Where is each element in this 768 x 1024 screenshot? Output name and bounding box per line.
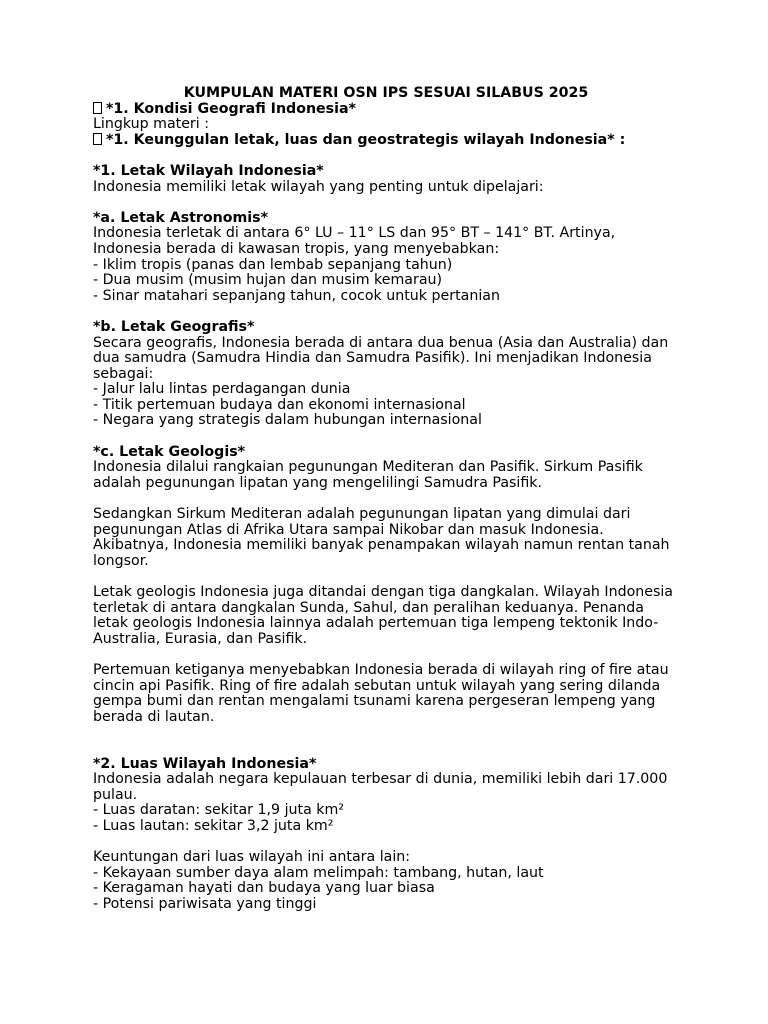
- geologis-line: cincin api Pasifik. Ring of fire adalah sebutan untuk wilayah yang sering dilanda: [93, 677, 661, 694]
- heading-kondisi-geografi: *1. Kondisi Geografi Indonesia*: [93, 102, 693, 118]
- section-letak-heading: *1. Letak Wilayah Indonesia*: [93, 162, 324, 179]
- geografis-line: sebagai:: [93, 365, 154, 382]
- document-title: KUMPULAN MATERI OSN IPS SESUAI SILABUS 2025: [183, 85, 589, 101]
- benefit-line: - Kekayaan sumber daya alam melimpah: tambang, hutan, laut: [93, 864, 544, 881]
- document-page: [93, 86, 693, 912]
- geologis-line: letak geologis Indonesia lainnya adalah pertemuan tiga lempeng tektonik Indo-: [93, 615, 659, 632]
- astronomis-line: - Iklim tropis (panas dan lembab sepanjang tahun): [93, 256, 453, 273]
- geografis-line: Secara geografis, Indonesia berada di antara dua benua (Asia dan Australia) dan: [93, 334, 669, 351]
- benefit-line: - Potensi pariwisata yang tinggi: [93, 895, 317, 912]
- geologis-line: Akibatnya, Indonesia memiliki banyak penampakan wilayah namun rentan tanah: [93, 537, 670, 554]
- missing-glyph-icon: [93, 133, 102, 145]
- geografis-line: dua samudra (Samudra Hindia dan Samudra Pasifik). Ini menjadikan Indonesia: [93, 350, 652, 367]
- geologis-heading: *c. Letak Geologis*: [93, 443, 246, 460]
- section-letak-intro: Indonesia memiliki letak wilayah yang penting untuk dipelajari:: [93, 178, 544, 195]
- luas-line: - Luas lautan: sekitar 3,2 juta km²: [93, 817, 334, 834]
- geologis-line: terletak di antara dangkalan Sunda, Sahul, dan peralihan keduanya. Penanda: [93, 599, 644, 616]
- geologis-line: longsor.: [93, 552, 149, 569]
- geografis-line: - Negara yang strategis dalam hubungan internasional: [93, 412, 482, 429]
- luas-heading: *2. Luas Wilayah Indonesia*: [93, 755, 317, 772]
- astronomis-line: Indonesia berada di kawasan tropis, yang menyebabkan:: [93, 240, 500, 257]
- astronomis-line: Indonesia terletak di antara 6° LU – 11° LS dan 95° BT – 141° BT. Artinya,: [93, 225, 616, 242]
- geologis-line: Sedangkan Sirkum Mediteran adalah pegunungan lipatan yang dimulai dari: [93, 506, 631, 523]
- luas-line: - Luas daratan: sekitar 1,9 juta km²: [93, 802, 345, 819]
- geologis-line: pegunungan Atlas di Afrika Utara sampai Nikobar dan masuk Indonesia.: [93, 521, 604, 538]
- geologis-line: adalah pegunungan lipatan yang mengelilingi Samudra Pasifik.: [93, 474, 543, 491]
- geografis-line: - Jalur lalu lintas perdagangan dunia: [93, 381, 351, 398]
- astronomis-line: - Sinar matahari sepanjang tahun, cocok untuk pertanian: [93, 287, 500, 304]
- scope-label: Lingkup materi :: [93, 116, 210, 133]
- missing-glyph-icon: [93, 102, 102, 114]
- luas-line: pulau.: [93, 786, 138, 803]
- geologis-line: Australia, Eurasia, dan Pasifik.: [93, 630, 308, 647]
- geografis-line: - Titik pertemuan budaya dan ekonomi internasional: [93, 396, 466, 413]
- geologis-line: gempa bumi dan rentan mengalami tsunami karena pergeseran lempeng yang: [93, 693, 656, 710]
- astronomis-line: - Dua musim (musim hujan dan musim kemarau): [93, 272, 443, 289]
- benefit-line: - Keragaman hayati dan budaya yang luar biasa: [93, 880, 435, 897]
- heading-keunggulan: *1. Keunggulan letak, luas dan geostrategis wilayah Indonesia* :: [93, 133, 693, 149]
- geologis-line: Indonesia dilalui rangkaian pegunungan Mediteran dan Pasifik. Sirkum Pasifik: [93, 459, 643, 476]
- geografis-heading: *b. Letak Geografis*: [93, 318, 255, 335]
- geologis-line: Pertemuan ketiganya menyebabkan Indonesia berada di wilayah ring of fire atau: [93, 661, 669, 678]
- benefit-line: Keuntungan dari luas wilayah ini antara lain:: [93, 849, 411, 866]
- astronomis-heading: *a. Letak Astronomis*: [93, 209, 269, 226]
- geologis-line: berada di lautan.: [93, 708, 215, 725]
- luas-line: Indonesia adalah negara kepulauan terbesar di dunia, memiliki lebih dari 17.000: [93, 771, 668, 788]
- geologis-line: Letak geologis Indonesia juga ditandai dengan tiga dangkalan. Wilayah Indonesia: [93, 584, 674, 600]
